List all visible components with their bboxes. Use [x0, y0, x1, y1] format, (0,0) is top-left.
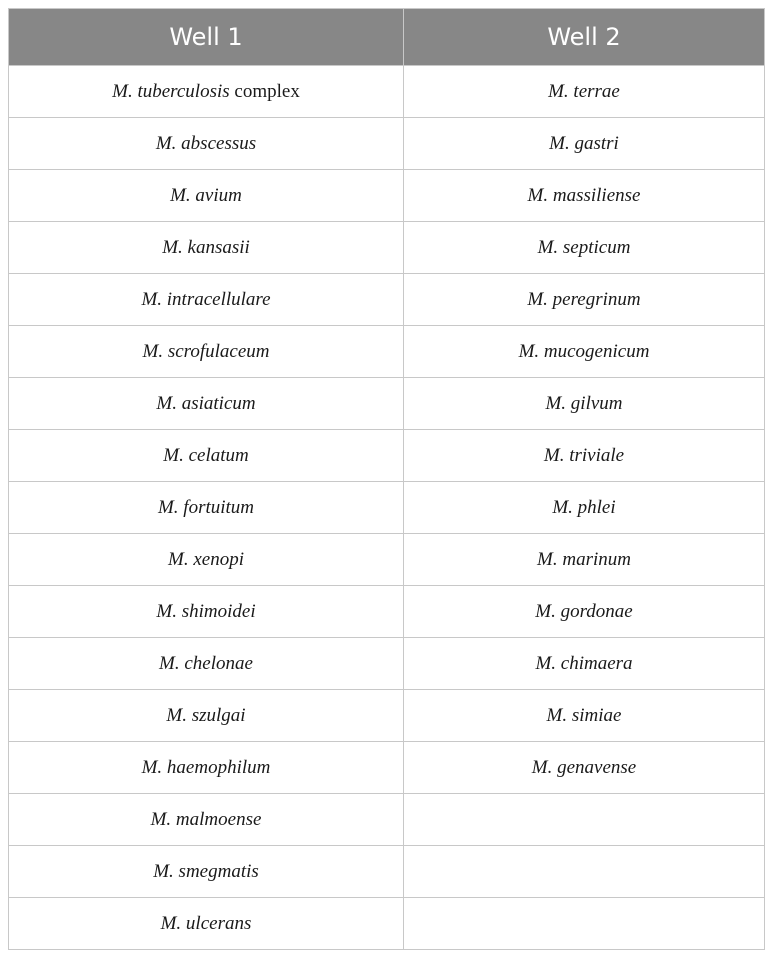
species-name: M. shimoidei — [156, 600, 256, 622]
species-name: M. gilvum — [545, 392, 623, 414]
well-2-cell — [404, 638, 765, 690]
species-name: M. phlei — [552, 496, 616, 518]
species-name: M. simiae — [546, 704, 622, 726]
species-name: M. avium — [170, 184, 242, 206]
species-name: M. szulgai — [166, 704, 246, 726]
well-1-cell — [9, 274, 404, 326]
table-row — [9, 690, 765, 742]
table-row — [9, 482, 765, 534]
table-row — [9, 378, 765, 430]
well-1-cell — [9, 638, 404, 690]
species-name: M. ulcerans — [160, 912, 252, 934]
well-2-cell — [404, 742, 765, 794]
species-name: M. tuberculosis — [112, 80, 230, 102]
species-name: M. intracellulare — [141, 288, 271, 310]
species-name: M. asiaticum — [156, 392, 256, 414]
well-1-cell — [9, 742, 404, 794]
well-2-cell — [404, 846, 765, 898]
species-name: M. scrofulaceum — [142, 340, 270, 362]
species-name: M. septicum — [537, 236, 631, 258]
table-row — [9, 274, 765, 326]
species-name: M. mucogenicum — [518, 340, 650, 362]
species-name: M. abscessus — [155, 132, 257, 154]
well-2-cell — [404, 794, 765, 846]
species-suffix: complex — [229, 80, 300, 102]
species-name: M. triviale — [543, 444, 625, 466]
well-2-cell — [404, 222, 765, 274]
well-2-cell — [404, 66, 765, 118]
table-row — [9, 430, 765, 482]
species-name: M. chimaera — [535, 652, 633, 674]
species-name: M. xenopi — [168, 548, 244, 570]
well-1-cell — [9, 482, 404, 534]
species-name: M. kansasii — [162, 236, 250, 258]
well-1-cell — [9, 118, 404, 170]
well-2-cell — [404, 690, 765, 742]
table-row — [9, 794, 765, 846]
species-name: M. chelonae — [159, 652, 253, 674]
species-name: M. fortuitum — [157, 496, 255, 518]
species-name: M. celatum — [163, 444, 249, 466]
well-2-cell — [404, 586, 765, 638]
well-1-cell — [9, 170, 404, 222]
well-2-cell — [404, 274, 765, 326]
well-1-cell — [9, 378, 404, 430]
well-1-cell — [9, 846, 404, 898]
well-1-cell — [9, 66, 404, 118]
table-row — [9, 586, 765, 638]
well-2-cell — [404, 378, 765, 430]
table-body — [9, 66, 765, 950]
well-2-cell — [404, 118, 765, 170]
species-name: M. terrae — [548, 80, 620, 102]
species-name: M. massiliense — [527, 184, 641, 206]
table-row — [9, 66, 765, 118]
table-row — [9, 170, 765, 222]
well-1-cell — [9, 586, 404, 638]
column-header-well-1: Well 1 — [9, 9, 404, 66]
well-1-cell — [9, 794, 404, 846]
species-name: M. genavense — [531, 756, 637, 778]
species-table — [8, 8, 765, 950]
species-name: M. smegmatis — [153, 860, 259, 882]
species-name: M. gordonae — [535, 600, 633, 622]
well-2-cell — [404, 430, 765, 482]
well-1-cell — [9, 690, 404, 742]
well-2-cell — [404, 534, 765, 586]
species-name: M. gastri — [549, 132, 619, 154]
table-row — [9, 898, 765, 950]
well-1-cell — [9, 534, 404, 586]
well-1-cell — [9, 430, 404, 482]
table-row — [9, 638, 765, 690]
species-name: M. marinum — [537, 548, 631, 570]
column-header-well-2: Well 2 — [404, 9, 765, 66]
header-row — [9, 9, 765, 66]
well-2-cell — [404, 898, 765, 950]
well-2-cell — [404, 170, 765, 222]
species-name: M. peregrinum — [527, 288, 641, 310]
species-name: M. malmoense — [150, 808, 262, 830]
well-1-cell — [9, 222, 404, 274]
well-2-cell — [404, 326, 765, 378]
well-1-cell — [9, 898, 404, 950]
table-row — [9, 742, 765, 794]
table-row — [9, 846, 765, 898]
table-row — [9, 118, 765, 170]
table-row — [9, 534, 765, 586]
species-name: M. haemophilum — [141, 756, 271, 778]
well-1-cell — [9, 326, 404, 378]
table-row — [9, 326, 765, 378]
well-2-cell — [404, 482, 765, 534]
table-row — [9, 222, 765, 274]
